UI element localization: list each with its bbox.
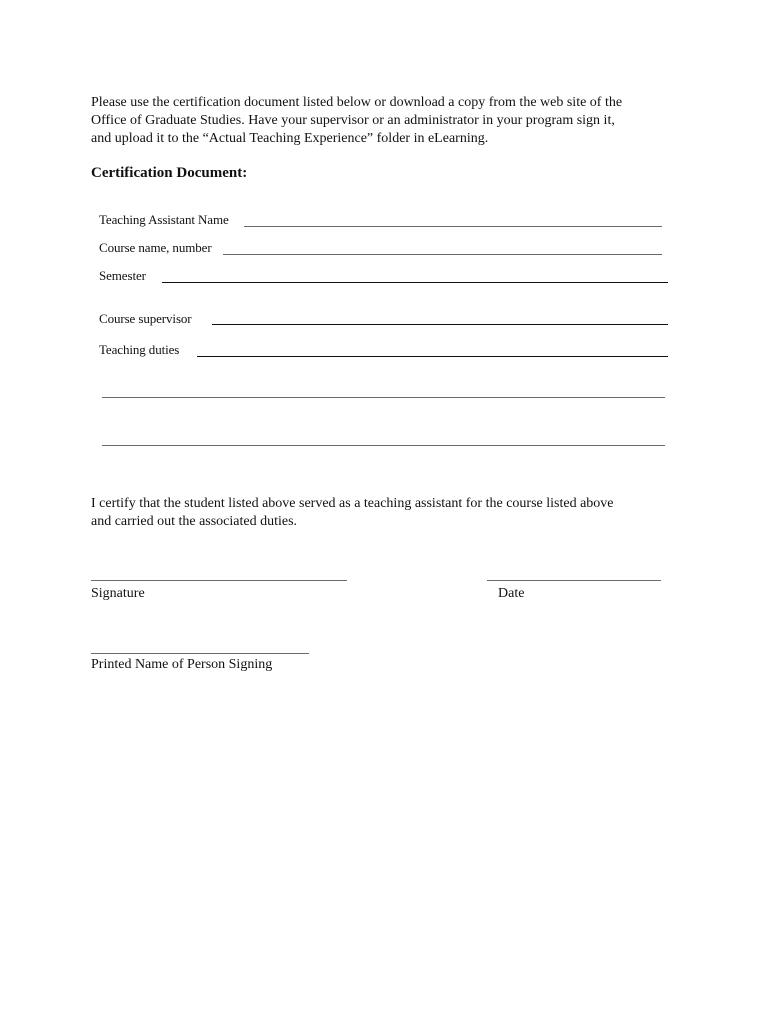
date-line[interactable] [487, 580, 661, 581]
certification-line: I certify that the student listed above served as a teaching assistant for the course listed above [91, 496, 614, 511]
printed-name-label: Printed Name of Person Signing [91, 657, 273, 672]
certification-statement [91, 495, 681, 531]
printed-name-line[interactable] [91, 653, 309, 654]
ta-name-label: Teaching Assistant Name [99, 212, 229, 227]
course-label: Course name, number [99, 240, 212, 255]
certification-line: and carried out the associated duties. [91, 514, 298, 529]
instructions-paragraph [91, 94, 681, 148]
instructions-line: Office of Graduate Studies. Have your supervisor or an administrator in your program sign it, [91, 113, 615, 128]
instructions-line: and upload it to the “Actual Teaching Experience” folder in eLearning. [91, 131, 489, 146]
signature-line[interactable] [91, 580, 347, 581]
duties-extra-line[interactable] [102, 397, 665, 398]
duties-extra-line[interactable] [102, 445, 665, 446]
certification-document-heading: Certification Document: [91, 165, 248, 181]
supervisor-line[interactable] [212, 324, 668, 325]
semester-label: Semester [99, 268, 146, 283]
course-line[interactable] [223, 254, 662, 255]
instructions-line: Please use the certification document listed below or download a copy from the web site of the [91, 95, 623, 110]
supervisor-label: Course supervisor [99, 311, 192, 326]
semester-line[interactable] [162, 282, 668, 283]
signature-label: Signature [91, 586, 145, 601]
date-label: Date [498, 586, 525, 601]
duties-line[interactable] [197, 356, 668, 357]
ta-name-line[interactable] [244, 226, 662, 227]
duties-label: Teaching duties [99, 342, 180, 357]
